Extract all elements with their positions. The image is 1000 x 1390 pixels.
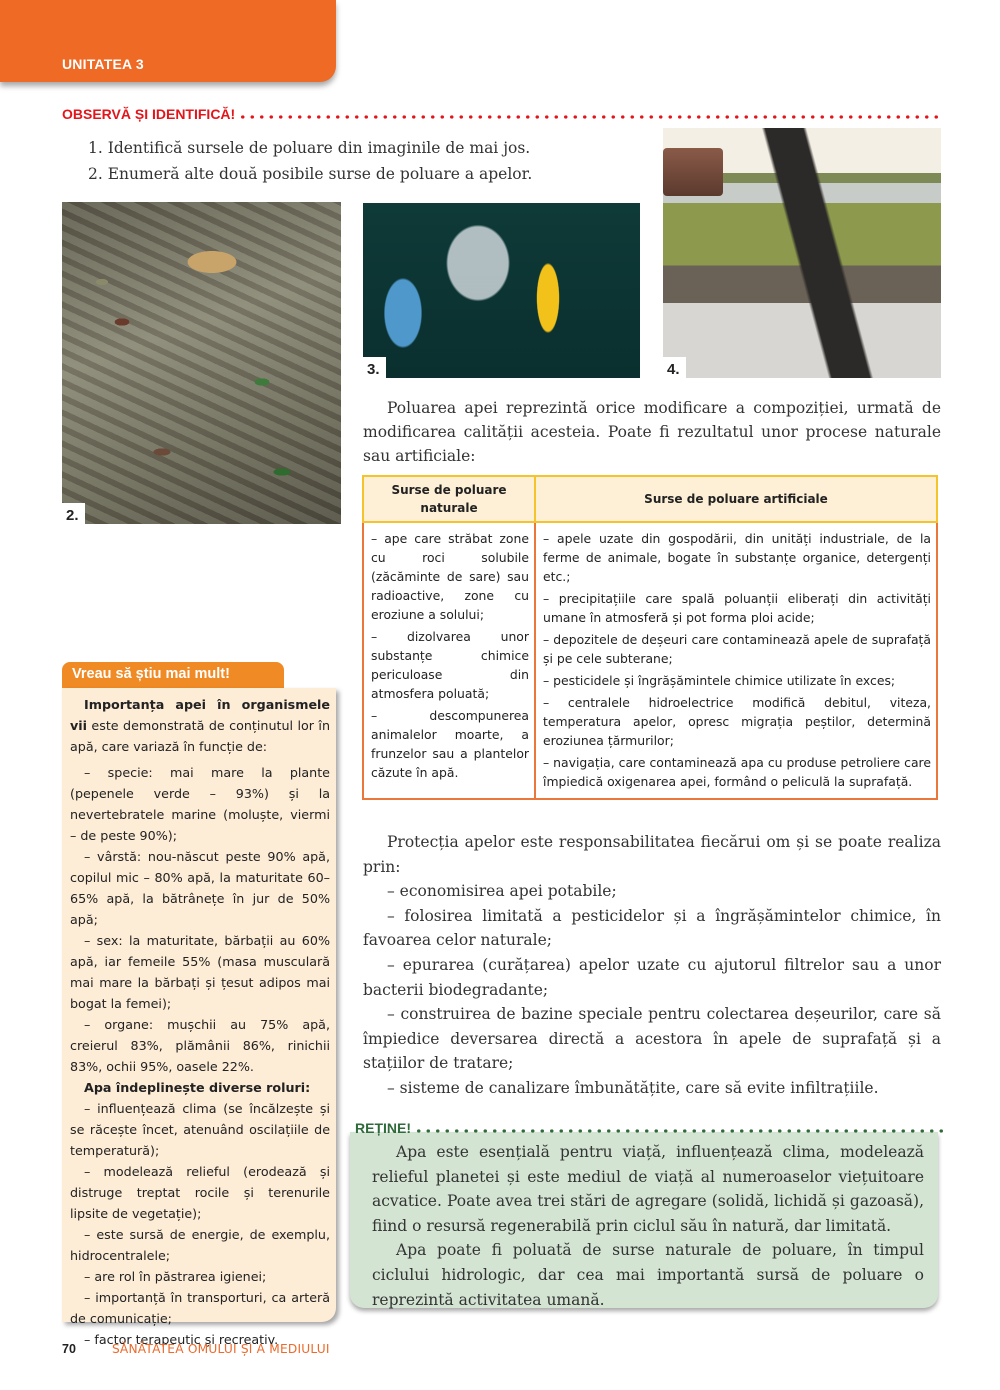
- water-protection-section: [363, 830, 941, 1101]
- photo-seahorse-plastic: [363, 203, 640, 378]
- role-item: – factor terapeutic și recreativ.: [84, 1332, 279, 1347]
- pipe-shape: [663, 148, 723, 196]
- artificial-source-item: – navigația, care contaminează apa cu produse petroliere care împiedică oxigenarea apei, formând o peliculă la suprafață.: [543, 755, 931, 789]
- protection-item: – epurarea (curățarea) apelor uzate cu ajutorul filtrelor sau a unor bacterii biodegradante;: [363, 955, 941, 999]
- artificial-source-item: – precipitațiile care spală poluanții eliberați din activități umane în atmosferă și pot forma ploi acide;: [543, 591, 931, 625]
- remember-text: [372, 1140, 924, 1312]
- learn-more-text: [70, 694, 330, 1350]
- protection-item: – construirea de bazine speciale pentru colectarea deșeurilor, care să împiedice deversarea directă a acestora în apele de suprafață și a stațiilor de tratare;: [363, 1005, 941, 1073]
- factor-item: – sex: la maturitate, bărbații au 60% apă, iar femeile 55% (masa musculară mai mare la bărbați și țesut adipos mai bogat la femei);: [70, 933, 330, 1011]
- natural-sources-cell: [363, 522, 535, 799]
- dotted-leader: [238, 115, 942, 119]
- table-header-row: [363, 476, 937, 522]
- photo-wastewater-pipe: [663, 128, 941, 378]
- factor-item: – specie: mai mare la plante (pepenele verde – 93%) și la nevertebratele marine (moluște, viermi – de peste 90%);: [70, 765, 330, 843]
- remember-heading-text: REȚINE!: [355, 1120, 411, 1136]
- learn-more-title: Vreau să știu mai mult!: [72, 666, 230, 682]
- remember-paragraph: Apa poate fi poluată de surse naturale de poluare, în timpul ciclului hidrologic, dar cea mai importantă sursă de poluare o reprezintă activitatea umană.: [372, 1241, 924, 1309]
- roles-heading-text: Apa îndeplinește diverse roluri:: [84, 1080, 311, 1095]
- photo-floating-garbage: [62, 202, 341, 524]
- page-number: 70: [62, 1342, 76, 1356]
- role-item: – are rol în păstrarea igienei;: [84, 1269, 267, 1284]
- artificial-source-item: – depozitele de deșeuri care contaminează apele de suprafață și pe cele subterane;: [543, 632, 931, 666]
- book-title: SĂNĂTATEA OMULUI ȘI A MEDIULUI: [112, 1342, 330, 1356]
- observe-identify-heading: [62, 106, 942, 122]
- roles-heading: [70, 1077, 330, 1098]
- header-natural: Surse de poluare naturale: [363, 476, 535, 522]
- protection-item: – economisirea apei potabile;: [387, 882, 617, 901]
- unit-header-tab: [0, 0, 336, 82]
- lead-paragraph: [70, 694, 330, 757]
- role-item: – influențează clima (se încălzește și se răcește încet, atenuând oscilațiile de temperatură);: [70, 1101, 330, 1158]
- task-list: [88, 135, 532, 187]
- artificial-source-item: – centralele hidroelectrice modifică debitul, viteza, temperatura apelor, opresc migrația peștilor, determină eroziunea țărmurilor;: [543, 695, 931, 748]
- artificial-source-item: – pesticidele și îngrășămintele chimice utilizate în exces;: [543, 673, 896, 688]
- unit-label: UNITATEA 3: [62, 56, 144, 72]
- photo-label: 2.: [62, 503, 85, 524]
- lead-rest: este demonstrată de conținutul lor în apă, care variază în funcție de:: [70, 718, 330, 754]
- protection-item: – sisteme de canalizare îmbunătățite, care să evite infiltrațiile.: [387, 1078, 879, 1097]
- photo-label: 3.: [363, 357, 386, 378]
- learn-more-box: [62, 688, 336, 1347]
- pollution-definition: [363, 396, 941, 468]
- role-item: – modelează relieful (erodează și distruge treptat rocile și terenurile lipsite de vegetație);: [70, 1164, 330, 1221]
- task-item: 1. Identifică sursele de poluare din imaginile de mai jos.: [88, 139, 531, 157]
- factor-item: – vârstă: nou-născut peste 90% apă, copilul mic – 80% apă, la maturitate 60–65% apă, la bătrânețe în jur de 50% apă;: [70, 849, 330, 927]
- remember-paragraph: Apa este esențială pentru viață, influențează clima, modelează relieful planetei și este mediul de viață al numeroaselor viețuitoare acvatice. Poate avea trei stări de agregare (solidă, lichidă și gazoasă), fiind o resursă regenerabilă prin ciclul său în natură, dar limitată.: [372, 1143, 924, 1235]
- role-item: – este sursă de energie, de exemplu, hidrocentralele;: [70, 1227, 330, 1263]
- table-row: [363, 522, 937, 799]
- observe-heading-text: OBSERVĂ ȘI IDENTIFICĂ!: [62, 106, 236, 122]
- role-item: – importanță în transporturi, ca arteră de comunicație;: [70, 1290, 330, 1326]
- natural-source-item: – descompunerea animalelor moarte, a frunzelor sau a plantelor căzute în apă.: [371, 708, 529, 780]
- intro-paragraph: Poluarea apei reprezintă orice modificare a compoziției, urmată de modificarea calității acesteia. Poate fi rezultatul unor procese naturale sau artificiale:: [363, 399, 941, 465]
- natural-source-item: – ape care străbat zone cu roci solubile (zăcăminte de sare) sau radioactive, zone cu eroziune a solului;: [371, 531, 529, 622]
- lead-bold: Importanța apei în organismele vii: [70, 697, 330, 733]
- natural-source-item: – dizolvarea unor substanțe chimice periculoase din atmosfera poluată;: [371, 629, 529, 701]
- artificial-sources-cell: [535, 522, 937, 799]
- factor-item: – organe: mușchii au 75% apă, creierul 83%, plămânii 86%, rinichii 83%, ochii 95%, oasele 22%.: [70, 1017, 330, 1074]
- pollution-sources-table: [362, 475, 938, 800]
- protection-intro: Protecția apelor este responsabilitatea fiecărui om și se poate realiza prin:: [363, 833, 941, 876]
- learn-more-tab: [62, 662, 284, 688]
- photo-label: 4.: [663, 357, 686, 378]
- dotted-leader: [414, 1129, 945, 1133]
- header-artificial: Surse de poluare artificiale: [535, 476, 937, 522]
- protection-item: – folosirea limitată a pesticidelor și a îngrășămintelor chimice, în favoarea celor naturale;: [363, 906, 941, 950]
- remember-box: [350, 1132, 938, 1308]
- remember-heading: [355, 1120, 945, 1136]
- artificial-source-item: – apele uzate din gospodării, din unități industriale, de la ferme de animale, bogate în substanțe organice, detergenți etc.;: [543, 531, 931, 584]
- task-item: 2. Enumeră alte două posibile surse de poluare a apelor.: [88, 165, 533, 183]
